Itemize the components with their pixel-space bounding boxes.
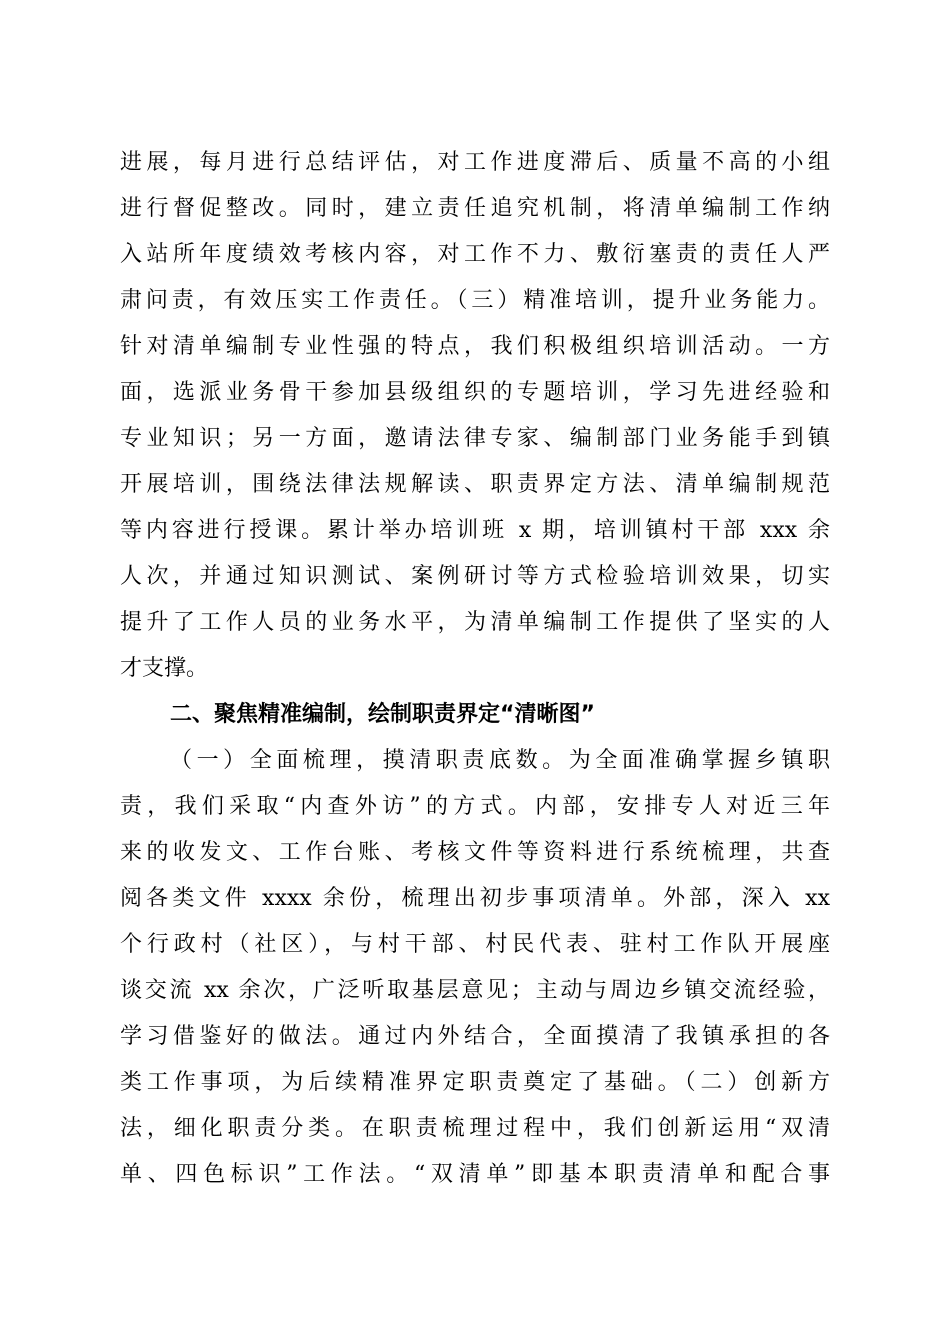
text-line: 类工作事项，为后续精准界定职责奠定了基础。（二）创新方 bbox=[120, 1070, 830, 1095]
text-line: 进展，每月进行总结评估，对工作进度滞后、质量不高的小组 bbox=[120, 150, 830, 175]
text-line: 针对清单编制专业性强的特点，我们积极组织培训活动。一方 bbox=[120, 334, 830, 359]
text-line: 阅各类文件 xxxx 余份，梳理出初步事项清单。外部，深入 xx bbox=[120, 886, 830, 911]
text-line: 入站所年度绩效考核内容，对工作不力、敷衍塞责的责任人严 bbox=[120, 242, 830, 267]
text-line: 面，选派业务骨干参加县级组织的专题培训，学习先进经验和 bbox=[120, 380, 830, 405]
text-line: 开展培训，围绕法律法规解读、职责界定方法、清单编制规范 bbox=[120, 472, 830, 497]
text-line: 等内容进行授课。累计举办培训班 x 期，培训镇村干部 xxx 余 bbox=[120, 518, 830, 543]
text-line: 人次，并通过知识测试、案例研讨等方式检验培训效果，切实 bbox=[120, 564, 830, 589]
paragraph-first-line: （一）全面梳理，摸清职责底数。为全面准确掌握乡镇职 bbox=[170, 748, 830, 773]
text-line: 专业知识；另一方面，邀请法律专家、编制部门业务能手到镇 bbox=[120, 426, 830, 451]
section-heading: 二、聚焦精准编制，绘制职责界定“清晰图” bbox=[170, 702, 595, 727]
text-line: 个行政村（社区），与村干部、村民代表、驻村工作队开展座 bbox=[120, 932, 830, 957]
text-line: 来的收发文、工作台账、考核文件等资料进行系统梳理，共查 bbox=[120, 840, 830, 865]
text-line: 学习借鉴好的做法。通过内外结合，全面摸清了我镇承担的各 bbox=[120, 1024, 830, 1049]
text-line: 单、四色标识”工作法。“双清单”即基本职责清单和配合事 bbox=[120, 1162, 830, 1187]
text-line: 谈交流 xx 余次，广泛听取基层意见；主动与周边乡镇交流经验， bbox=[120, 978, 830, 1003]
text-line: 进行督促整改。同时，建立责任追究机制，将清单编制工作纳 bbox=[120, 196, 830, 221]
document-body bbox=[120, 140, 830, 1198]
text-line: 提升了工作人员的业务水平，为清单编制工作提供了坚实的人 bbox=[120, 610, 830, 635]
text-line: 肃问责，有效压实工作责任。（三）精准培训，提升业务能力。 bbox=[120, 288, 830, 313]
text-line: 才支撑。 bbox=[120, 656, 209, 681]
text-line: 法，细化职责分类。在职责梳理过程中，我们创新运用“双清 bbox=[120, 1116, 830, 1141]
text-line: 责，我们采取“内查外访”的方式。内部，安排专人对近三年 bbox=[120, 794, 830, 819]
